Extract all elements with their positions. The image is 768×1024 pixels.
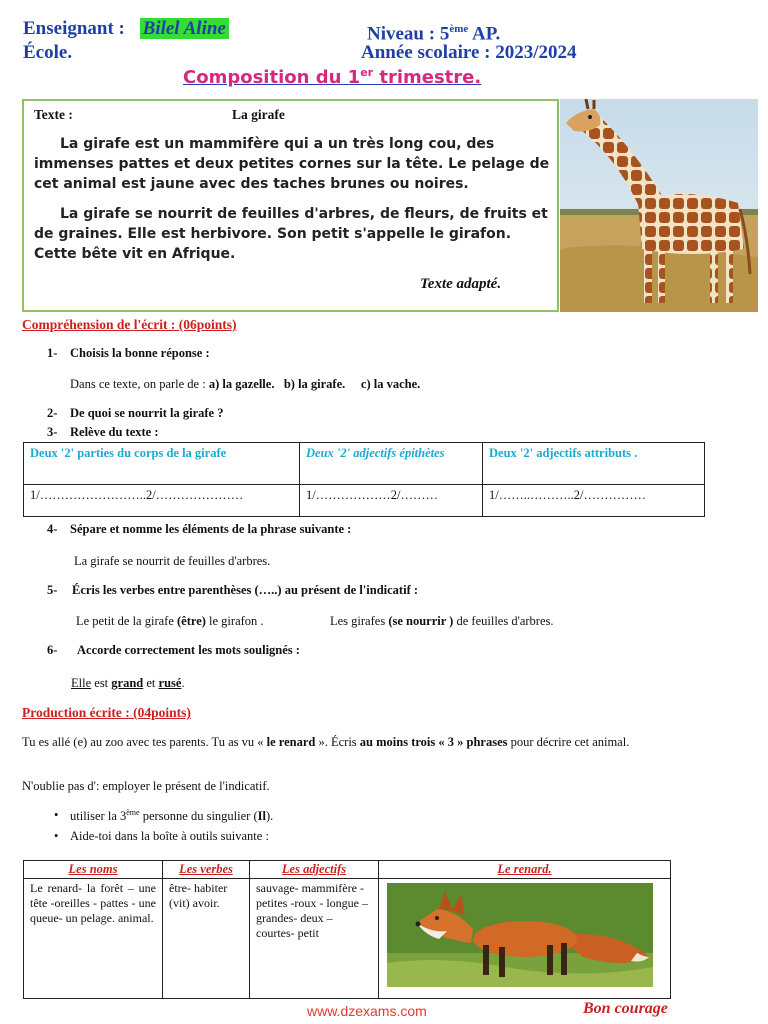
text-title: La girafe	[232, 107, 285, 122]
intro-animal: le renard	[266, 735, 316, 749]
bullet-text: personne du singulier (	[139, 809, 258, 824]
fox-image	[387, 883, 653, 987]
toolbox-header-row	[24, 861, 671, 879]
toolbox-adjectives: sauvage- mammifère -petites -roux - longue – grandes- deux – courtes- petit	[250, 879, 379, 999]
text-paragraph-1: La girafe est un mammifère qui a un très long cou, des immenses pattes et deux petites cornes sur la tête. Le pelage de cet animal est jaune avec des taches brunes ou noires.	[34, 136, 550, 192]
toolbox-nouns: Le renard- la forêt – une tête -oreilles - pattes - une queue- un pelage. animal.	[24, 879, 163, 999]
school-year: Année scolaire : 2023/2024	[361, 42, 577, 63]
intro-text: Tu es allé (e) au zoo avec tes parents. Tu as vu «	[22, 735, 267, 749]
toolbox-row	[24, 879, 671, 999]
reading-text-box	[22, 99, 559, 312]
toolbox-header: Les verbes	[163, 861, 250, 879]
table-header-row	[24, 443, 705, 485]
toolbox-header: Les adjectifs	[250, 861, 379, 879]
q6-text: .	[181, 676, 185, 690]
q5-verb: (être)	[177, 614, 206, 628]
question-4-sentence: La girafe se nourrit de feuilles d'arbres.	[74, 554, 271, 568]
question-6-sentence	[71, 676, 185, 691]
choice-a[interactable]: a) la gazelle.	[208, 377, 275, 391]
bullet-sup: ème	[126, 808, 140, 817]
text-paragraph-2: La girafe se nourrit de feuilles d'arbres, de fleurs, de fruits et de graines. Elle est herbivore. Son petit s'appelle le girafon. Cette bête vit en Afrique.	[34, 206, 548, 262]
question-5-number: 5-	[47, 583, 58, 597]
answer-cell[interactable]: 1/………………2/………	[300, 485, 483, 517]
intro-text: pour décrire cet animal.	[507, 735, 630, 749]
question-5-sentence-1	[76, 614, 264, 629]
production-heading: Production écrite : (04points)	[22, 705, 191, 720]
school-label: École.	[23, 42, 73, 63]
level-label: Niveau : 5	[367, 23, 450, 45]
production-intro	[22, 734, 712, 750]
answer-cell[interactable]: 1/……………………..2/…………………	[24, 485, 300, 517]
question-5-sentence-2	[330, 614, 554, 629]
page-title	[183, 66, 481, 88]
bullet-text: utiliser la 3	[70, 809, 127, 824]
toolbox-fox-cell	[379, 879, 671, 999]
teacher-line	[23, 18, 229, 40]
question-6-number: 6-	[47, 643, 58, 657]
table-row	[24, 485, 705, 517]
comprehension-heading: Compréhension de l'écrit : (06points)	[22, 317, 237, 332]
q5-text: de feuilles d'arbres.	[453, 614, 554, 628]
underlined-word: grand	[111, 676, 144, 690]
bullet-person	[70, 808, 273, 824]
level-suffix: AP.	[468, 23, 501, 45]
title-sup: er	[360, 66, 374, 79]
title-end: trimestre.	[373, 67, 482, 88]
toolbox-verbs: être- habiter (vit) avoir.	[163, 879, 250, 999]
table-header-cell: Deux '2' adjectifs attributs .	[483, 443, 705, 485]
extraction-table	[23, 442, 705, 517]
title-main: Composition du 1	[183, 67, 361, 88]
bullet-toolbox: • Aide-toi dans la boîte à outils suivante :	[70, 829, 269, 844]
underlined-word: rusé	[158, 676, 182, 690]
intro-text: ». Écris	[315, 735, 360, 749]
question-4: Sépare et nomme les éléments de la phrase suivante :	[70, 522, 352, 536]
q5-text: Les girafes	[330, 614, 389, 628]
text-label: Texte :	[34, 107, 73, 122]
toolbox-header: Les noms	[24, 861, 163, 879]
question-1: Choisis la bonne réponse :	[70, 346, 210, 360]
q6-text: est	[91, 676, 112, 690]
q5-text: Le petit de la girafe	[76, 614, 177, 628]
bullet-pronoun: Il	[257, 809, 266, 824]
teacher-label: Enseignant :	[23, 18, 125, 39]
choice-b[interactable]: b) la girafe.	[283, 377, 346, 391]
table-header-cell: Deux '2' parties du corps de la girafe	[24, 443, 300, 485]
q5-verb: (se nourrir )	[388, 614, 454, 628]
giraffe-image	[560, 99, 758, 312]
text-source: Texte adapté.	[420, 276, 502, 292]
q6-text: et	[143, 676, 159, 690]
underlined-word: Elle	[71, 676, 92, 690]
question-2: De quoi se nourrit la girafe ?	[70, 406, 224, 420]
question-5: Écris les verbes entre parenthèses (…..) au présent de l'indicatif :	[72, 583, 419, 597]
teacher-name: Bilel Aline	[140, 18, 229, 39]
closing-text: Bon courage	[583, 1000, 668, 1017]
bullet-text: ).	[265, 809, 274, 824]
choice-c[interactable]: c) la vache.	[360, 377, 421, 391]
answer-cell[interactable]: 1/……..………..2/……………	[483, 485, 705, 517]
toolbox-header: Le renard.	[379, 861, 671, 879]
table-header-cell: Deux '2' adjectifs épithètes	[300, 443, 483, 485]
question-2-number: 2-	[47, 406, 58, 420]
question-1-number: 1-	[47, 346, 58, 360]
level-sup: ème	[449, 23, 469, 35]
question-3-number: 3-	[47, 425, 58, 439]
question-1-choices	[70, 377, 420, 392]
question-4-number: 4-	[47, 522, 58, 536]
question-3: Relève du texte :	[70, 425, 159, 439]
intro-count: au moins trois « 3 » phrases	[359, 735, 508, 749]
production-reminder: N'oublie pas d': employer le présent de l'indicatif.	[22, 779, 270, 793]
question-6: Accorde correctement les mots soulignés :	[77, 643, 300, 657]
website-link[interactable]: www.dzexams.com	[307, 1003, 427, 1019]
toolbox-table	[23, 860, 671, 999]
question-1-prompt: Dans ce texte, on parle de :	[70, 377, 206, 391]
q5-text: le girafon .	[205, 614, 264, 628]
